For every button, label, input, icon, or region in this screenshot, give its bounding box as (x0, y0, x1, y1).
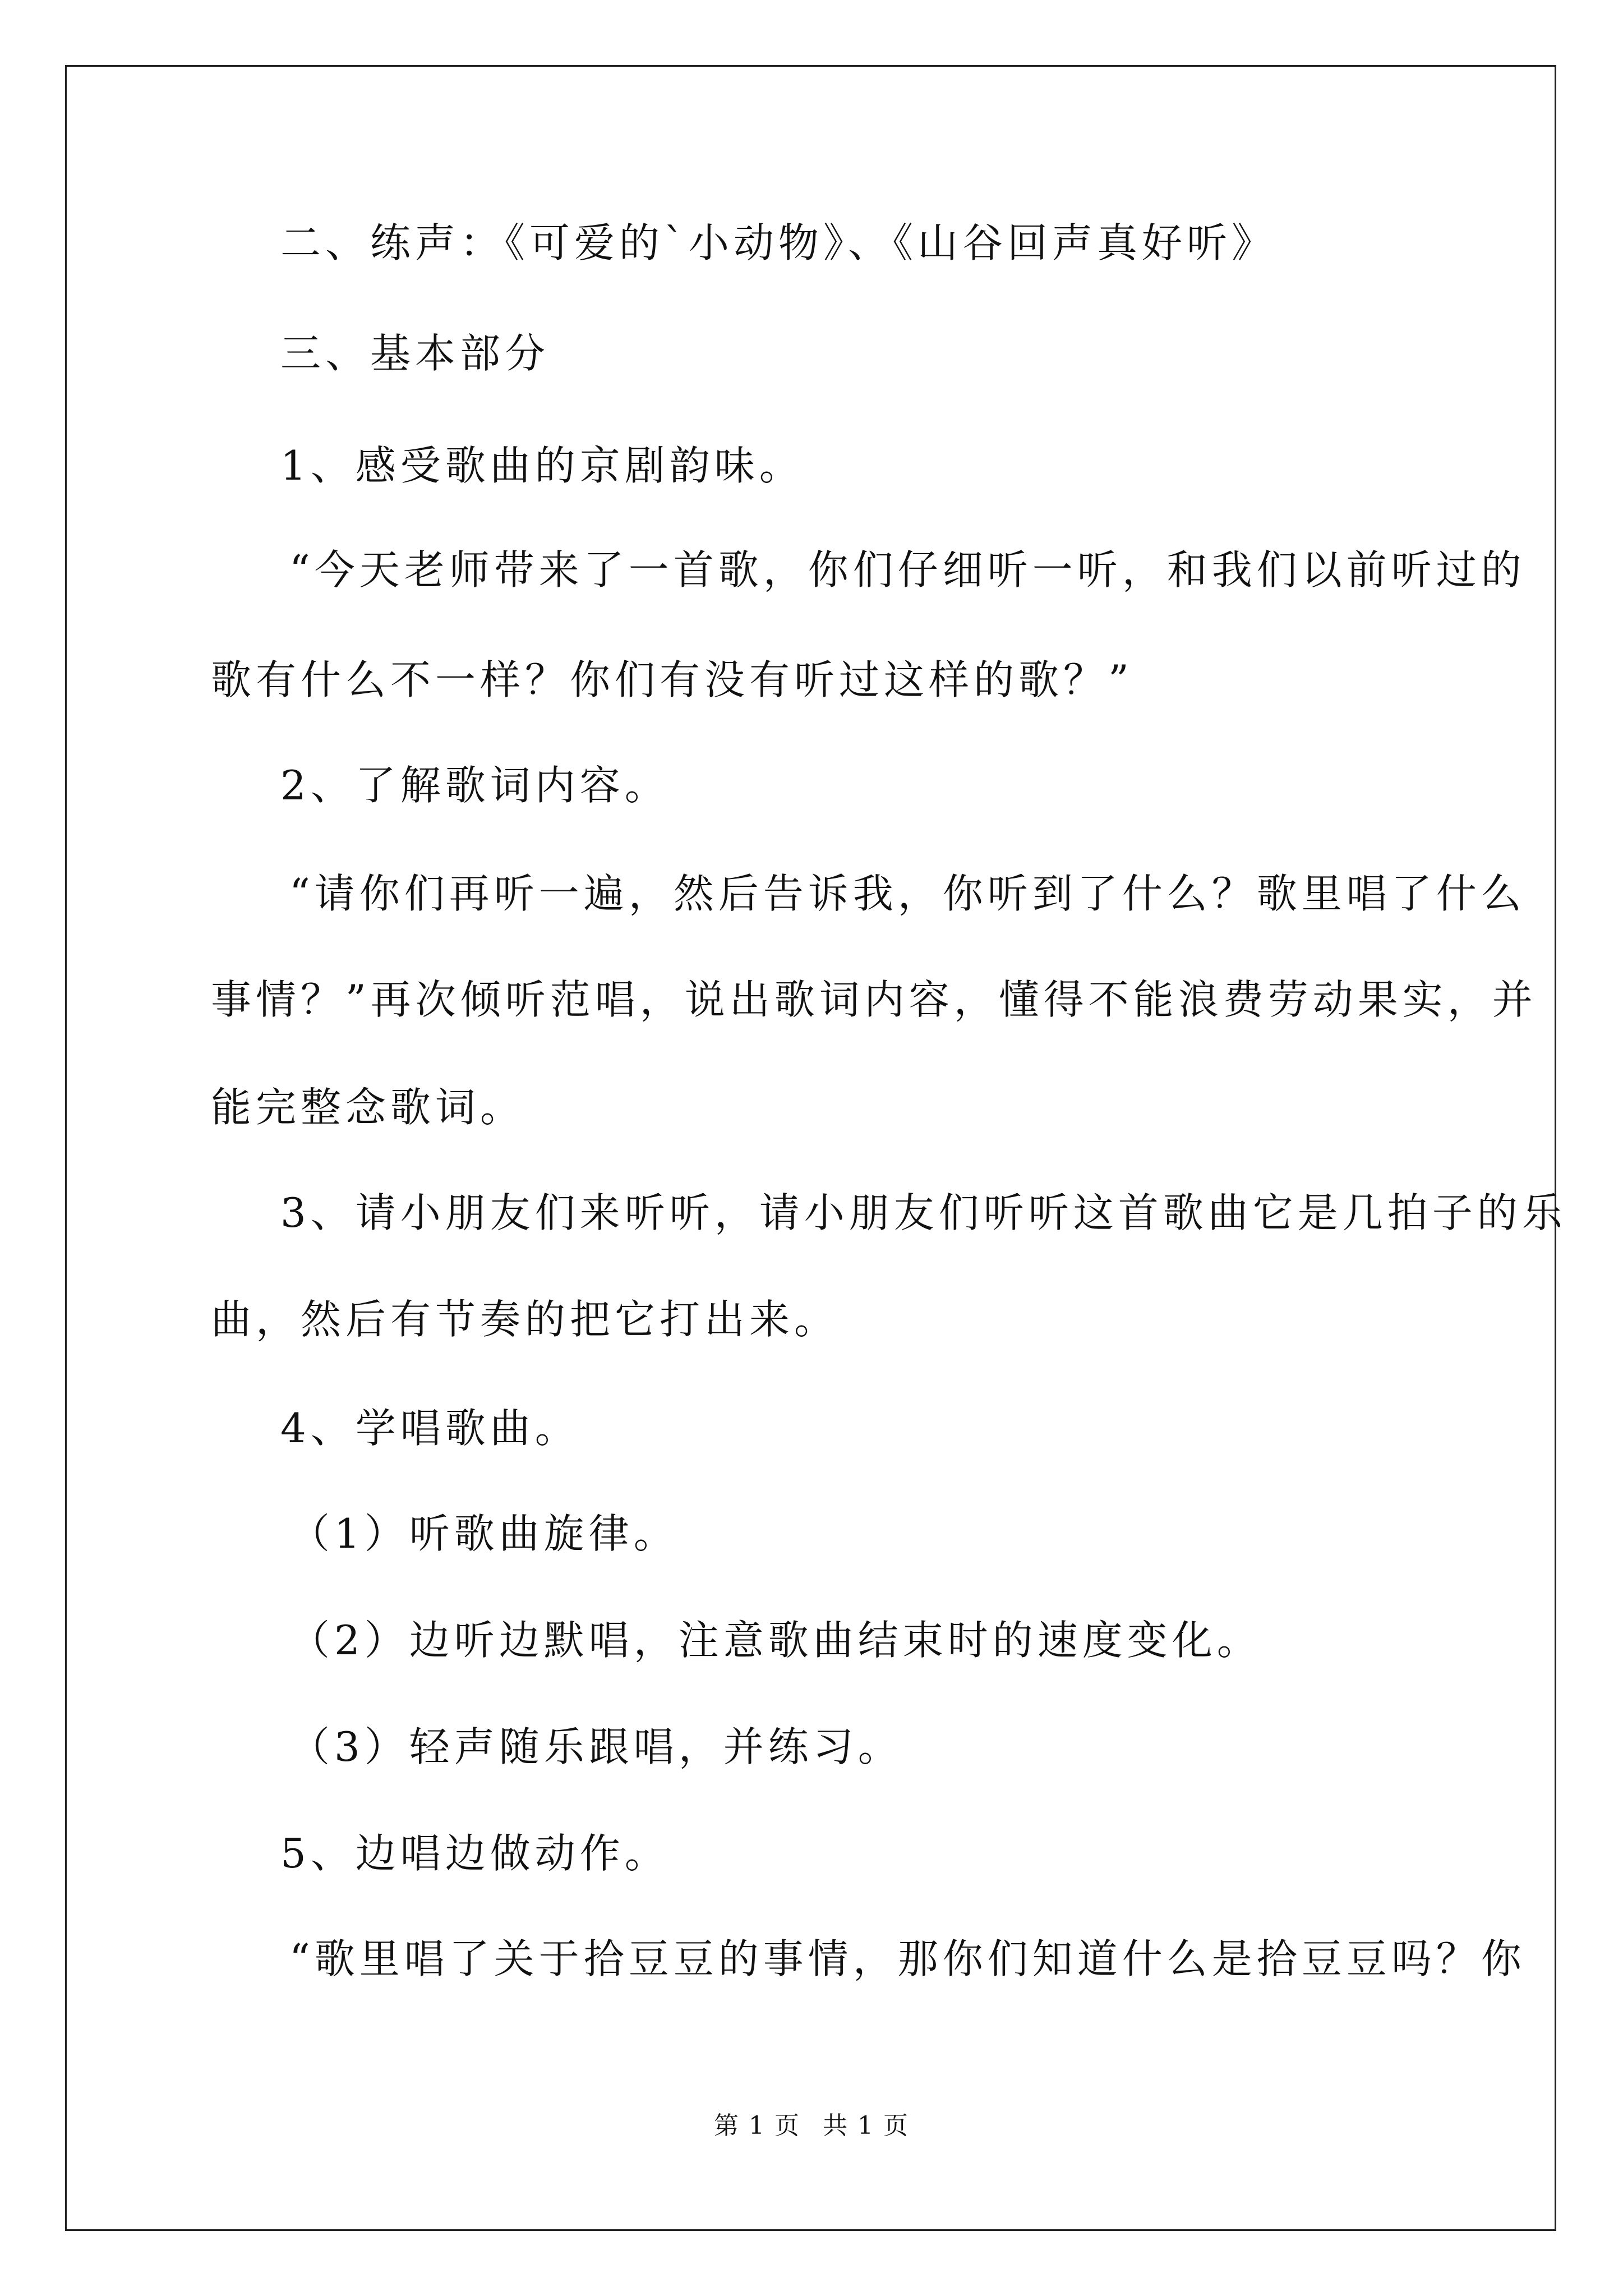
step-2-paragraph-line-2: 事情？”再次倾听范唱，说出歌词内容，懂得不能浪费劳动果实，并 (211, 976, 1537, 1023)
section-heading-vocal-practice: 二、练声：《可爱的`小动物》、《山谷回声真好听》 (280, 219, 1277, 266)
step-2-paragraph-line-3: 能完整念歌词。 (211, 1084, 525, 1131)
step-3-paragraph-line-1: 3、请小朋友们来听听，请小朋友们听听这首歌曲它是几拍子的乐 (280, 1189, 1567, 1236)
step-3-paragraph-line-2: 曲，然后有节奏的把它打出来。 (211, 1296, 840, 1343)
step-4-item-1: （1）听歌曲旋律。 (289, 1510, 679, 1557)
step-2-heading: 2、了解歌词内容。 (280, 762, 670, 809)
step-2-paragraph-line-1: “请你们再听一遍，然后告诉我，你听到了什么？歌里唱了什么 (289, 870, 1526, 917)
page-number-total: 共 1 页 (823, 2111, 909, 2140)
step-1-paragraph-line-1: “今天老师带来了一首歌，你们仔细听一听，和我们以前听过的 (289, 546, 1526, 593)
page-footer (0, 2109, 1623, 2143)
page-number-current: 第 1 页 (714, 2111, 800, 2140)
section-heading-main-part: 三、基本部分 (280, 330, 550, 377)
step-4-item-2: （2）边听边默唱，注意歌曲结束时的速度变化。 (289, 1617, 1262, 1664)
step-1-paragraph-line-2: 歌有什么不一样？你们有没有听过这样的歌？” (211, 656, 1133, 703)
step-4-heading: 4、学唱歌曲。 (280, 1405, 580, 1452)
step-4-item-3: （3）轻声随乐跟唱，并练习。 (289, 1723, 903, 1770)
step-1-heading: 1、感受歌曲的京剧韵味。 (280, 442, 804, 489)
step-5-heading: 5、边唱边做动作。 (280, 1830, 670, 1877)
step-5-paragraph-line-1: “歌里唱了关于拾豆豆的事情，那你们知道什么是拾豆豆吗？你 (289, 1935, 1526, 1982)
page-border (65, 65, 1556, 2231)
